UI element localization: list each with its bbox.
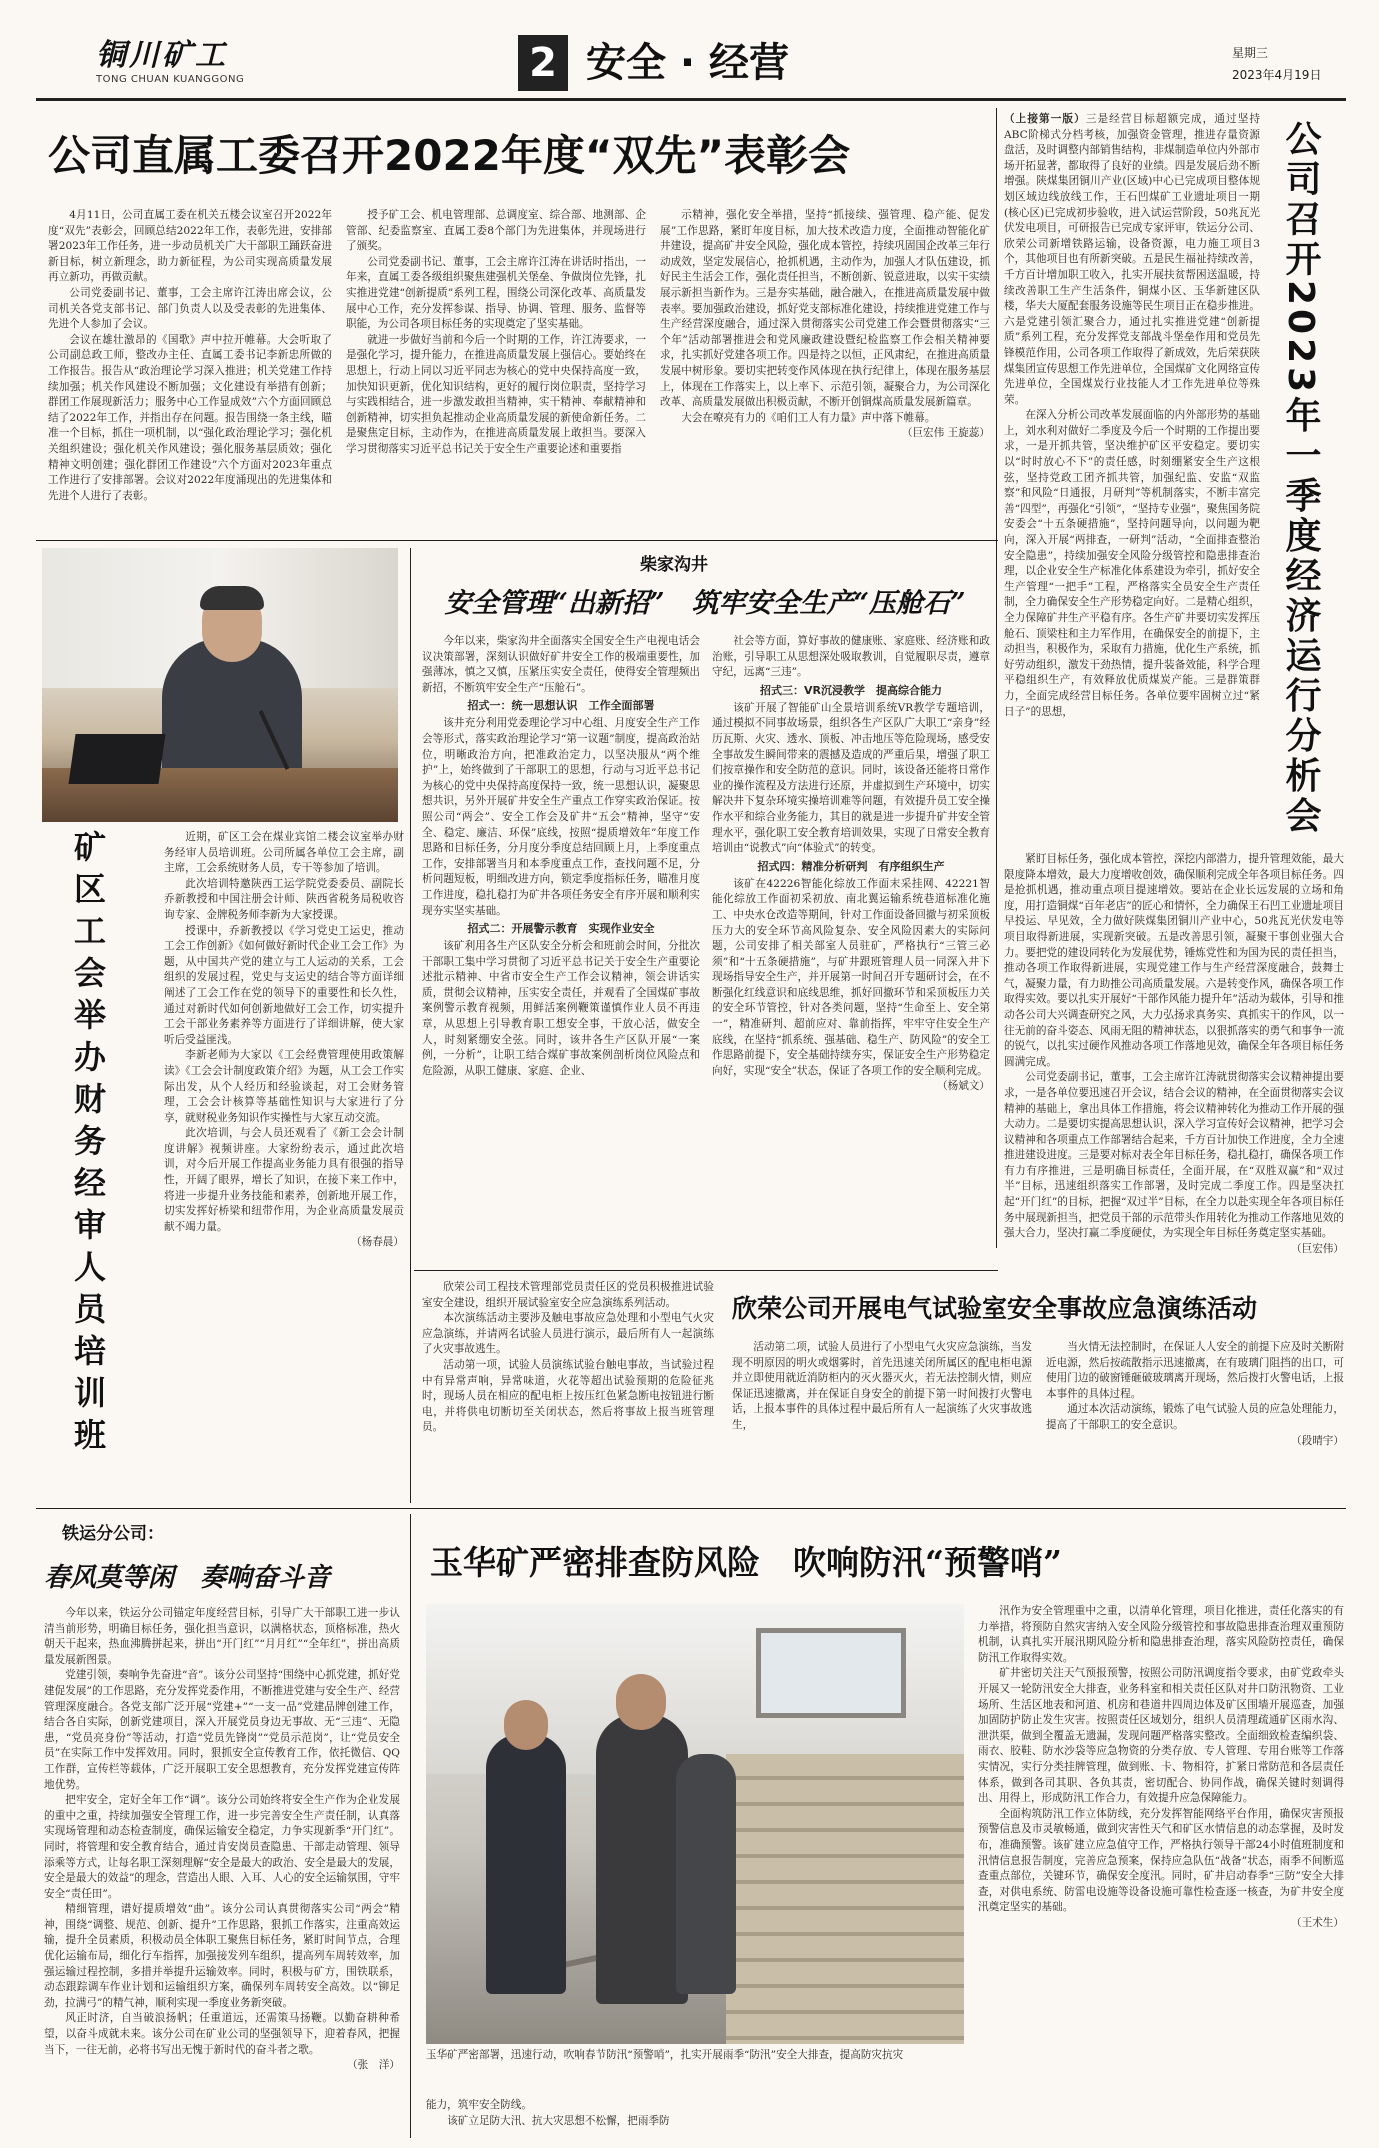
paragraph: 风正时济，自当破浪扬帆；任重道远，还需策马扬鞭。以勤奋耕种希望，以奋斗成就未来。该分公司在矿业公司的坚强领导下，迎着春风，把握当下，一往无前，必将书写出无愧于新时代的奋斗者之歌。 bbox=[44, 2012, 400, 2056]
worker-left bbox=[486, 1734, 566, 1994]
paragraph: 今年以来，柴家沟井全面落实全国安全生产电视电话会议决策部署，深刻认识做好矿井安全工作的极端重要性，加强薄冰，慎之又慎，压紧压实安全责任，使得安全管理频出新招，不断筑牢安全生产“压舱石”。 bbox=[422, 635, 700, 694]
paragraph: 就进一步做好当前和今后一个时期的工作，许江涛要求，一是强化学习，提升能力，在推进高质量发展上强信心。要始终在思想上，行动上同以习近平同志为核心的党中央保持高度一致，加快知识更新，优化知识结构，更好的履行岗位职责，坚持学习与实践相结合，进一步激发敢担当精神，实干精神、奉献精神和创新精神，切实担负起推动企业高质量发展的新使命新任务。二是聚焦定目标，主动作为，在推进高质量发展上敢担当。要深入学习贯彻落实习近平总书记关于安全生产重要论述和重要指 bbox=[346, 333, 646, 455]
section-title: 安全 · 经营 bbox=[586, 40, 790, 86]
article-xinrong-col-2 bbox=[732, 1340, 1032, 1502]
paragraph: 该矿开展了智能矿山全景培训系统VR教学专题培训，通过模拟不同事故场景，组织各生产区队广大职工“亲身”经历瓦斯、火灾、透水、顶板、冲击地压等危险现场，感受安全事故发生瞬间带来的震撼及造成的严重后果，增强了职工们按章操作和安全防范的意识。同时，该设备还能将日常作业的操作流程及方法进行还原，并虚拟到生产环境中，切实解决井下复杂环境实操培训难等问题，有效提升员工安全操作水平和综合业务能力，其目的就是进一步提升矿井安全管理水平，强化职工安全教育培训效果，实现了日常安全教育培训由“说教式”向“体验式”的转变。 bbox=[712, 701, 990, 855]
masthead bbox=[0, 0, 1379, 96]
worker-center bbox=[596, 1714, 688, 2004]
article-quarter-col-2 bbox=[1004, 852, 1344, 1255]
worker-left-head bbox=[504, 1700, 548, 1750]
article-xinrong-col-1 bbox=[422, 1280, 714, 1502]
paragraph: 近期，矿区工会在煤业宾馆二楼会议室举办财务经审人员培训班。公司所属各单位工会主席，副主席，工会系统财务人员，专干等参加了培训。 bbox=[164, 831, 404, 875]
byline: （段晴宇） bbox=[1291, 1434, 1344, 1447]
byline: （巨宏伟） bbox=[1291, 1242, 1344, 1255]
page-number-box bbox=[518, 35, 568, 91]
paragraph: 党建引领，奏响争先奋进“音”。该分公司坚持“围绕中心抓党建，抓好党建促发展”的工作思路，充分发挥党委作用，不断推进党建与安全生产、经营管理深度融合。各党支部广泛开展“党建+”“一支一品”党建品牌创建工作，结合各自实际，创新党建项目，深入开展党员身边无事故、无“三违”、无隐患，“党员亮身份”等活动，打造“党员先锋岗”“党员示范岗”，让“党员安全员”在实际工作中发挥效用。同时，狠抓安全宣传教育工作，依托微信、QQ工作群，宣传栏等载体，广泛开展职工安全思想教育，充分发挥党建宣传阵地优势。 bbox=[44, 1669, 400, 1791]
article-caijiagou-col-1 bbox=[422, 634, 700, 1262]
article-xinrong-col-3 bbox=[1046, 1340, 1344, 1502]
paper-name: 铜川矿工 bbox=[96, 38, 228, 73]
laptop bbox=[68, 734, 165, 784]
paragraph: 该井充分利用党委理论学习中心组、月度安全生产工作会等形式，落实政治理论学习“第一议题”制度，提高政治站位，明晰政治方向，把准政治定力，以坚决服从“两个维护”上，始终做到了干部职工的思想，行动与习近平总书记为核心的党中央保持高度保持一致，统一思想认识，凝聚思想共识，另外开展矿井安全生产重点工作穿实政治保证。按照公司“两会”、安全工作会及矿井“五会”精神，坚守“安全、稳定、廉洁、环保”底线，按照“提质增效年”年度工作思路和目标任务，分月度分季度总结回顾上月，上季度重点工作，安排部署当月和本季度重点工作，查找问题不足，分析问题短板，明细改进方向，锁定季度指标任务，瞄准月度工作进度，稳扎稳打为矿井各项任务安全有序开展和顺利实现夯实坚实基础。 bbox=[422, 717, 700, 917]
paragraph: 公司党委副书记，董事，工会主席许江涛就贯彻落实会议精神提出要求，一是各单位要迅速召开会议，结合会议的精神，在全面贯彻落实会议精神的基础上，拿出具体工作措施，将会议精神转化为推动工作开展的强大动力。二是要切实提高思想认识，深入学习宣传好会议精神，把学习会议精神和各项重点工作部署结合起来，千方百计加快工作进度，全力全速推进建设进度。三是要对标对表全年目标任务，稳扎稳打，确保各项工作有力有序推进，三是明确目标责任，全面开展，在“双胜双赢”和“双过半”目标，迅速组织落实工作部署，及时完成二季度工作。四是坚决扛起“开门红”的目标，把握“双过半”目标，在全力以赴实现全年各项目标任务中展现新担当，把党员干部的示范带头作用转化为推动工作落地见效的强大合力，坚决打赢二季度硬仗，为实现全年目标任务奠定坚实基础。 bbox=[1004, 1071, 1344, 1240]
byline: （张 洋） bbox=[347, 2059, 400, 2072]
paragraph: 大会在嘹亮有力的《咱们工人有力量》声中落下帷幕。 bbox=[681, 411, 936, 424]
page-number: 2 bbox=[529, 40, 557, 86]
article-caijiagou-col-2 bbox=[712, 634, 990, 1262]
caption-text: 玉华矿严密部署，迅速行动，吹响春节防汛“预警哨”，扎实开展雨季“防汛”安全大排查，提高防灾抗灾 bbox=[426, 2049, 904, 2061]
article-tieyun-text bbox=[44, 1606, 400, 2138]
article-quarter-col-1 bbox=[1004, 112, 1260, 852]
rule-right-column bbox=[996, 108, 997, 1248]
issue-date: 2023年4月19日 bbox=[1232, 68, 1322, 82]
paragraph: 该矿立足防大汛、抗大灾思想不松懈，把雨季防 bbox=[447, 2114, 670, 2127]
worker-right bbox=[676, 1754, 736, 1994]
article-tieyun-kicker: 铁运分公司： bbox=[62, 1524, 164, 1544]
photo-caption bbox=[426, 2048, 964, 2098]
paragraph: 社会等方面，算好事故的健康账、家庭账、经济账和政治账，引导职工从思想深处吸取教训，自觉履职尽责，遵章守纪，远离“三违”。 bbox=[712, 635, 990, 679]
byline: （王术生） bbox=[1291, 1916, 1344, 1929]
paragraph: 公司党委副书记、董事，工会主席许江涛在讲话时指出，一年来，直属工委各级组织聚焦建强机关堡垒、争做岗位先锋，扎实推进党建“创新提质”系列工程，围绕公司深化改革、高质量发展中心工作，充分发挥参谋、指导、协调、管理、服务、监督等职能，为公司各项目标任务的实现奠定了坚实基础。 bbox=[346, 255, 646, 331]
article-main-title: 公司直属工委召开2022年度“双先”表彰会 bbox=[48, 131, 851, 180]
paragraph: 公司党委副书记、董事，工会主席许江涛出席会议，公司机关各党支部书记、部门负责人以及受表彰的先进集体、先进个人参加了会议。 bbox=[48, 286, 332, 331]
paragraph: 李新老师为大家以《工会经费管理使用政策解读》《工会会计制度政策介绍》为题，从工会工作实际出发，从个人经历和经验谈起，对工会财务管理，工会会计核算等基础性知识与大家进行了分享，就财税业务知识作实操性与大家互动交流。 bbox=[164, 1049, 404, 1124]
speaker-hair bbox=[200, 586, 264, 610]
paragraph: 活动第二项，试验人员进行了小型电气火灾应急演练，当发现不明原因的明火或烟雾时，首先迅速关闭所属区的配电柜电源并立即使用就近消防柜内的灭火器灭火，若无法控制火情，则应保证迅速撤离，并在保证自身安全的前提下第一时间拨打火警电话，上报本事件的具体过程中最后所有人一起演练了火灾事故逃生， bbox=[732, 1341, 1032, 1431]
paragraph: 在深入分析公司改革发展面临的内外部形势的基础上，刘水利对做好二季度及今后一个时期的工作提出要求，一是开抓共管，坚决维护矿区平安稳定。要切实以“时时放心不下”的责任感，时刻绷紧安全生产这根弦，坚持党政工团齐抓共管，加强纪监、安监“双监察”和风险“日通报，月研判”等机制落实，不断丰富完善“四型”，再强化“引领”，“坚持专业强”，聚焦国务院安委会“十五条硬措施”，坚持问题导向，以问题为靶向，深入开展“两排查，一研判”活动，“全面排查整治安全隐患”，持续加强安全风险分级管控和隐患排查治理，以企业安全生产标准化体系建设为牵引，抓好安全生产管理“一把手”工程，严格落实全员安全生产责任制，全力确保安全生产形势稳定向好。二是精心组织，全力保障矿井生产平稳有序。各生产矿井要切实发挥压舱石、顶梁柱和主力军作用，在确保安全的前提下，主动担当，积极作为，采取有力措施，优化生产系统，抓好劳动组织，激发干劲热情，提升装备效能，科学合理平稳组织生产，有效释放优质煤炭产能。三是群策群力，全面完成经营目标任务。各单位要牢固树立过“紧日子”的思想， bbox=[1004, 409, 1260, 718]
article-yuhua-col-right bbox=[978, 1604, 1344, 2138]
article-yuhua-lower bbox=[426, 2098, 964, 2138]
paragraph: 欣荣公司工程技术管理部党员责任区的党员积极推进试验室安全建设，组织开展试验室安全应急演练系列活动。 bbox=[422, 1281, 714, 1309]
subheading: 招式四：精准分析研判 有序组织生产 bbox=[757, 859, 945, 873]
paragraph: 全面构筑防汛工作立体防线，充分发挥智能网络平台作用，确保灾害预报预警信息及市灵敏畅通，做到灾害性天气和矿区水情信息的动态掌握，及时发布，准确预警。该矿建立应急值守工作，严格执行领导干部24小时值班制度和汛情信息报告制度，完善应急预案，保持应急队伍“战备”状态，雨季不间断巡查重点部位，关键环节，确保安全度汛。同时，矿井启动春季“三防”安全大排查，对供电系统、防雷电设施等设备设施可靠性检查逐一核查，为矿井安全度汛奠定坚实的基础。 bbox=[978, 1807, 1344, 1914]
paragraph: 精细管理，谱好提质增效“曲”。该分公司认真贯彻落实公司“两会”精神，围绕“调整、规范、创新、提升”工作思路，狠抓工作落实，注重高效运输，提升全员素质，积极动员全体职工聚焦目标任务，紧盯时间节点，合理优化运输布局，细化行车指挥，加强接发列车组织，提高列车周转效率，加强运输过程控制，多措并举提升运输效率。同时，积极与矿方，围铁联系，动态跟踪调车作业计划和运输组织方案，确保列车周转安全高效。以“铆足劲，拉满弓”的精气神，顺利实现一季度业务新突破。 bbox=[44, 1903, 400, 2009]
article-main-col-2 bbox=[346, 208, 646, 528]
paragraph: 紧盯目标任务，强化成本管控，深挖内部潜力，提升管理效能，最大限度降本增效，最大力度增收创效，确保顺利完成全年各项目标任务。四是抢抓机遇，推动重点项目提速增效。要站在企业长远发展的立场和角度，用打造铜煤“百年老店”的匠心和情怀，全力确保王石凹工业遗址项目早投运、早见效，全力做好陕煤集团铜川产业中心，50兆瓦光伏发电等项目取得新进展，实现新突破。五是改善思引领，凝聚干事创业强大合力。要把党的建设同转化为发展优势，锤炼党性和为国为民的责任担当，推动各项工作取得新进展，实现党建工作与生产经营深度融合，鼓舞士气，凝聚力量，有力助推公司高质量发展。六是转变作风，确保各项工作取得实效。要以扎实开展好“干部作风能力提升年”活动为载体，引导和推动各公司大兴调查研究之风，大力弘扬求真务实、真抓实干的作风，以一往无前的奋斗姿态、风雨无阻的精神状态，以狠抓落实的勇气和事争一流的锐气，以扎实过硬作风推动各项工作落地见效，确保全年各项目标任务圆满完成。 bbox=[1004, 853, 1344, 1068]
paragraph: 此次培训，与会人员还观看了《新工会会计制度讲解》视频讲座。大家纷纷表示，通过此次培训，对今后开展工作提高业务能力具有很强的指导性，开阔了眼界，增长了知识，在接下来工作中，将进一步提升业务技能和素养，创新地开展工作，切实发挥好桥梁和纽带作用，为企业高质量发展贡献不竭力量。 bbox=[164, 1127, 404, 1233]
paragraph: 该矿在42226智能化综放工作面末采挂网、42221智能化综放工作面初采初放、南北翼运输系统巷道标准化施工、中央水仓改造等期间，针对工作面设备回撤与初采顶板压力大的安全环节高风险复杂、安全风险因素大的实际问题，公司安排了相关部室人员驻矿，严格执行“三管三必须”和“十五条硬措施”，与矿井跟班管理人员一同深入井下现场指导安全生产，并开展第一时间召开专题研讨会，在不断强化红线意识和底线思维，抓好回撤环节和采顶板压力关的安全环节管控，针对各类问题，坚持“生命至上、安全第一”，精准研判、超前应对、靠前指挥，牢牢守住安全生产底线，在坚持“抓系统、强基础、稳生产、防风险”的安全工作思路前提下，安全基础持续夯实，保证安全生产形势稳定向好，实现“安全”状态，保证了各项工作的安全顺利完成。 bbox=[712, 877, 990, 1077]
paragraph: 把牢安全，定好全年工作“调”。该分公司始终将安全生产作为企业发展的重中之重，持续加强安全管理工作，进一步完善安全生产责任制，认真落实现场管理和动态检查制度，确保运输安全稳定，力争实现新季“开门红”。同时，将管理和安全教育结合，通过肯安岗员查隐患、干部走动管理、领导添乘等方式，让每名职工深刻理解“安全是最大的政治、安全是最大的发展，安全是最大的效益”的理念，营造出人眼、入耳、人心的安全运输氛围，守牢安全“责任田”。 bbox=[44, 1794, 400, 1900]
rule-mid-bottom bbox=[36, 1508, 1346, 1509]
article-finance-title: 矿区工会举办财务经审人员培训班 bbox=[69, 830, 107, 1460]
article-tieyun-title: 春风莫等闲 奏响奋斗音 bbox=[44, 1563, 331, 1593]
rule-bottom-left-column bbox=[410, 1514, 411, 2138]
paragraph: 本次演练活动主要涉及触电事故应急处理和小型电气火灾应急演练，并请两名试验人员进行演示，最后所有人一起演练了火灾事故逃生。 bbox=[422, 1312, 714, 1356]
rule-main-bottom bbox=[36, 540, 998, 541]
rule-caijiagou-bottom bbox=[414, 1270, 998, 1271]
article-caijiagou-title: 安全管理“出新招” 筑牢安全生产“压舱石” bbox=[444, 588, 966, 619]
paragraph: 当火情无法控制时，在保证人人安全的前提下应及时关断附近电源，然后按疏散指示迅速撤离，在有玻璃门阻挡的出口，可使用门边的破窗锤砸破玻璃离开现场，然后拨打火警电话，上报本事件的具体过程。 bbox=[1046, 1341, 1344, 1400]
article-xinrong-title: 欣荣公司开展电气试验室安全事故应急演练活动 bbox=[732, 1294, 1258, 1323]
paragraph: 矿井密切关注天气预报预警，按照公司防汛调度指令要求，由矿党政牵头开展又一轮防汛安全大排查，业务科室和相关责任区队对井口防汛物资、工业场所、生活区地表和河道、机房和巷道井四周边体及矿区围墙开展巡查，加强加固防护防止发生灾害。按照责任区域划分，组织人员清理疏通矿区雨水沟、泄洪渠，做到全覆盖无遗漏，发现问题严格落实整改。全面细致检查编织袋、雨衣、胶鞋、防水沙袋等应急物资的分类存放、专人管理、专用台账等工作落实情况，实行分类挂牌管理，做到账、卡、物相符，扩紧日常防范和各层责任体系，做到各司其职、各负其责，密切配合、协同作战，确保关键时刻调得出、用得上，形成防汛工作合力，有效提升应急保障能力。 bbox=[978, 1667, 1344, 1805]
rule-left-column bbox=[410, 548, 411, 1503]
paragraph: 今年以来，铁运分公司锚定年度经营目标，引导广大干部职工进一步认清当前形势，明确目标任务，强化担当意识，以满格状态，顶格标准，热火朝天干起来，热血沸腾拼起来，拼出“开门红”“月月红”“全年红”，拼出高质量发展新图景。 bbox=[44, 1607, 400, 1666]
subheading: 招式一：统一思想认识 工作全面部署 bbox=[467, 699, 655, 713]
article-main-col-1 bbox=[48, 208, 332, 528]
article-yuhua-title: 玉华矿严密排查防风险 吹响防汛“预警哨” bbox=[430, 1543, 1062, 1582]
article-quarter-title: 公司召开2023年一季度经济运行分析会 bbox=[1280, 120, 1321, 837]
paragraph: 活动第一项，试验人员演练试验台触电事故，当试验过程中有异常声响，异常味道，火花等超出试验预期的危险征兆时，现场人员在相应的配电柜上按压红色紧急断电按钮进行断电，并将供电切断切至关闭状态，然后将事故上报当班管理员。 bbox=[422, 1358, 714, 1434]
subheading: 招式二：开展警示教育 实现作业安全 bbox=[467, 922, 655, 936]
byline: （杨春晨） bbox=[351, 1236, 404, 1249]
window bbox=[756, 1628, 906, 1718]
paragraph: 会议在雄壮激昂的《国歌》声中拉开帷幕。大会听取了公司副总政工师，整改办主任、直属工委书记李新忠所做的工作报告。报告从“政治理论学习深入推进；机关党建工作持续加强；机关作风建设不断加强；文化建设有举措有创新；群团工作展现新活力；服务中心工作显成效”六个方面回顾总结了2022年工作，并指出存在问题。报告围绕一条主线，瞄准一个目标，抓住一项机制，以“强化政治理论学习；强化机关组织建设；强化机关作风建设；强化服务基层质效；强化精神文明创建；强化群团工作建设”六个方面对2023年重点工作进行了安排部署。会议对2022年度涌现出的先进集体和先进个人进行了表彰。 bbox=[48, 333, 332, 502]
subheading: 招式三：VR沉浸教学 提高综合能力 bbox=[760, 683, 942, 697]
paragraph: 4月11日，公司直属工委在机关五楼会议室召开2022年度“双先”表彰会，回顾总结2022年工作，表彰先进，安排部署2023年工作任务，进一步动员机关广大干部职工踊跃奋进新目标，树立新理念，助力新征程，为公司实现高质量发展再立新功，再做贡献。 bbox=[48, 209, 332, 284]
weekday: 星期三 bbox=[1232, 46, 1269, 60]
masthead-rule bbox=[36, 98, 1346, 101]
paragraph: 授课中，乔新教授以《学习党史工运史，推动工会工作创新》《如何做好新时代企业工会工作》为题，从中国共产党的建立与工人运动的关系，工会组织的发展过程，党史与支运史的结合等方面详细阐述了工会工作在党的领导下的重要性和长久性，通过对新时代如何创新地做好工会工作，切实提升工会干部业务素养等方面进行了详细讲解，使大家听后受益匪浅。 bbox=[164, 924, 404, 1046]
paragraph: 此次培训特邀陕西工运学院党委委员、副院长乔新教授和中国注册会计师、陕西省税务局税收咨询专家、金牌税务师李新为大家授课。 bbox=[164, 877, 404, 921]
paragraph: 该矿利用各生产区队安全分析会和班前会时间，分批次干部职工集中学习贯彻了习近平总书记关于安全生产重要论述批示精神、中省市安全生产工作会议精神，领会讲话实质，贯彻会议精神，压实安全责任，并观看了全国煤矿事故案例警示教育视频，用鲜活案例鞭策谨慎作业人员不再违章，从思想上引导教育职工想安全事，干放心活，做安全人，时刻紧绷安全弦。同时，该井各生产区队开展“一案例，一分析”，让职工结合煤矿事故案例剖析岗位风险点和危险源，从职工健康、家庭、企业、 bbox=[422, 940, 700, 1077]
photo-warehouse bbox=[426, 1604, 964, 2044]
paragraph: 汛作为安全管理重中之重，以清单化管理，项目化推进，责任化落实的有力举措，将预防自然灾害纳入安全风险分级管控和事故隐患排查治理双重预防机制，认真扎实开展汛期风险分析和隐患排查治理，落实风险防控责任，确保防汛工作取得实效。 bbox=[978, 1605, 1344, 1664]
continuation-marker: （上接第一版） bbox=[1004, 113, 1086, 125]
paragraph: 通过本次活动演练，锻炼了电气试验人员的应急处理能力，提高了干部职工的安全意识。 bbox=[1046, 1403, 1344, 1431]
worker-center-head bbox=[616, 1674, 666, 1730]
article-caijiagou-kicker: 柴家沟井 bbox=[640, 555, 708, 575]
paragraph: 示精神，强化安全举措，坚持“抓接续、强管理、稳产能、促发展”工作思路，紧盯年度目标，加大技术改造力度，全面推动智能化矿井建设，提高矿井安全风险，强化成本管控，持续巩固国企改革三年行动成效，坚定发展信心，抢抓机遇，主动作为，加强人才队伍建设，抓好民主生活会工作，强化责任担当，不断创新、锐意进取，以实干实绩展示新担当新作为。三是夯实基础，融合融入，在推进高质量发展中做表率。要加强政治建设，抓好党支部标准化建设，持续推进党建工作与生产经营深度融合，通过深入贯彻落实公司党建工作会暨贯彻落实“三个年”活动部署推进会和党风廉政建设暨纪检监察工作会相关精神要求，扎实抓好党建各项工作。四是持之以恒，正风肃纪，在推进高质量发展中树形象。要切实把转变作风体现在执行纪律上，体现在服务基层上，体现在工作落实上，以上率下、示范引领，凝聚合力，为公司深化改革、高质量发展做出积极贡献，不断开创铜煤高质量发展新篇章。 bbox=[660, 209, 990, 409]
byline: （杨斌文） bbox=[937, 1080, 990, 1093]
article-finance-text bbox=[164, 830, 404, 1502]
paragraph: 三是经营目标超额完成，通过坚持ABC阶梯式分档考核，加强资金管理，推进存量资源盘活，及时调整内部销售结构，非煤制造单位内外部市场开拓显著，都取得了良好的业绩。四是发展后劲不断增强。陕煤集团铜川产业(区域)中心已完成项目整体规划区域边线放线工作，王石凹煤矿工业遗址项目一期(核心区)已完成初步验收，进入试运营阶段，50兆瓦光伏发电项目，可研报告已完成专家评审，铁运分公司、欣荣公司新增铁路运输，设备资源，电力施工项目3个，其他项目也有所新突破。五是民生福祉持续改善，千方百计增加职工收入，扎实开展扶贫帮困送温暖，持续改善职工生产生活条件，铜煤小区、玉华新建区队楼，华夫大厦配套服务设施等民生项目正在稳步推进。六是党建引领汇聚合力，通过扎实推进党建“创新提质”系列工程，充分发挥党支部战斗堡垒作用和党员先锋模范作用，公司各项工作取得了新成效，先后荣获陕煤集团宣传思想工作先进单位，全国煤矿文化网络宣传先进单位，全国煤炭行业技能人才工作先进单位等殊荣。 bbox=[1004, 113, 1261, 406]
paragraph: 授予矿工会、机电管理部、总调度室、综合部、地测部、企管部、纪委监察室、直属工委8个部门为先进集体，并现场进行了颁奖。 bbox=[346, 209, 646, 253]
photo-speaker bbox=[42, 548, 398, 822]
paper-pinyin: TONG CHUAN KUANGGONG bbox=[96, 74, 245, 85]
byline: （巨宏伟 王旋蕊） bbox=[901, 427, 990, 440]
article-main-col-3 bbox=[660, 208, 990, 528]
sandbag-stack bbox=[726, 1754, 964, 2044]
caption-continued: 能力，筑牢安全防线。 bbox=[426, 2099, 532, 2111]
